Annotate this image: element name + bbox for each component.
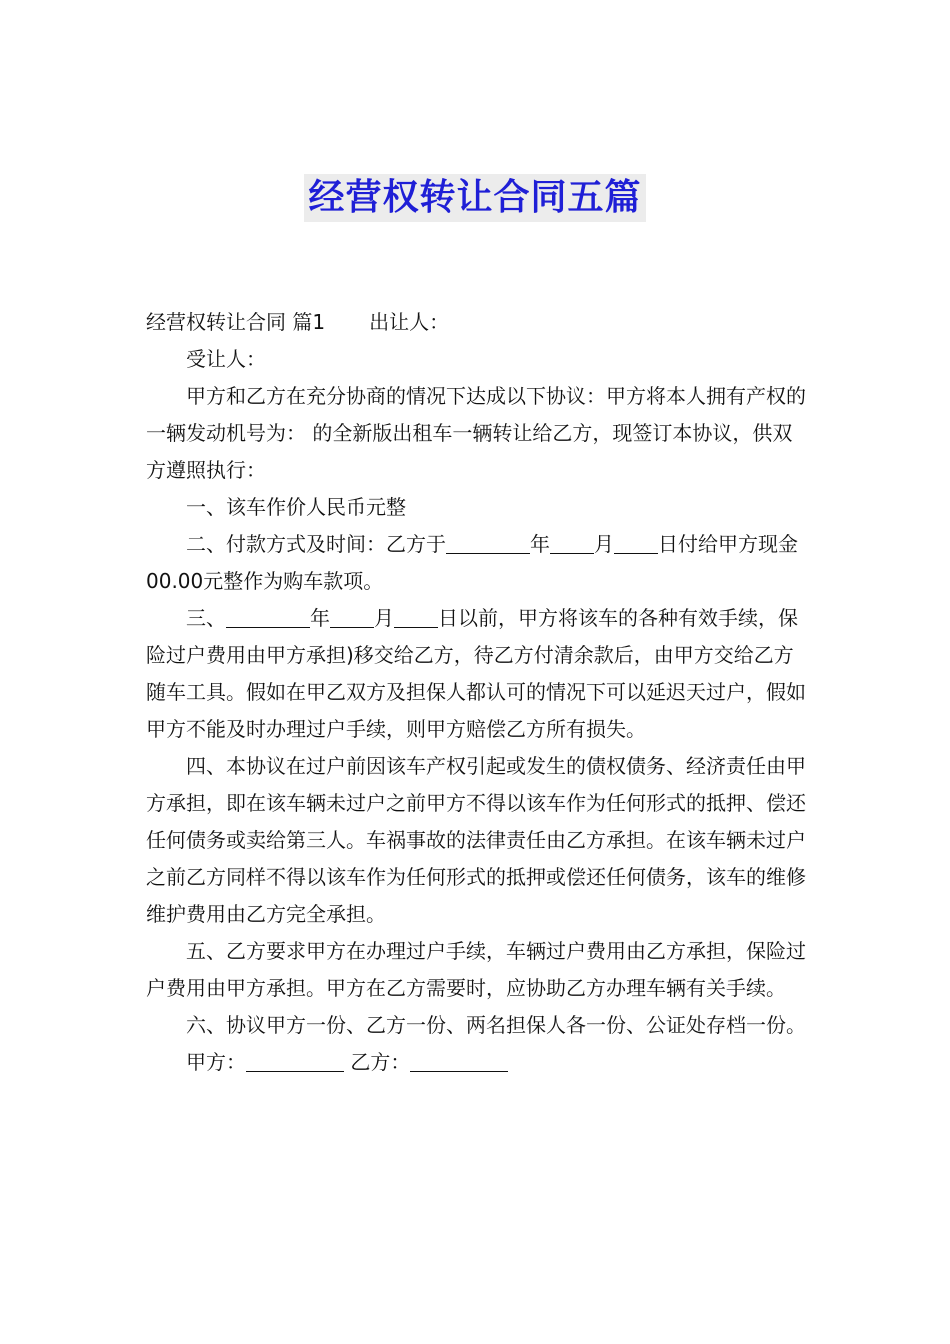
clause-3-text: 三、 [186, 606, 226, 630]
clause-6: 六、协议甲方一份、乙方一份、两名担保人各一份、公证处存档一份。 [186, 1013, 806, 1037]
transferee-label: 受让人： [186, 347, 266, 371]
clause-2 [146, 526, 806, 600]
party-a-label: 甲方： [186, 1050, 246, 1074]
clause-3-rest: 日以前，甲方将该车的各种有效手续，保险过户费用由甲方承担)移交给乙方，待乙方付清余款后，由甲方交给乙方随车工具。假如在甲乙双方及担保人都认可的情况下可以延迟天过户，假如甲方不能及时办理过户手续，则甲方赔偿乙方所有损失。 [146, 606, 806, 741]
month-label: 月 [594, 532, 614, 556]
clause-1: 一、该车作价人民币元整 [186, 495, 406, 519]
document-title-wrapper [0, 174, 950, 222]
year-label: 年 [310, 606, 330, 630]
party-b-label: 乙方： [350, 1050, 411, 1074]
day-blank [394, 603, 438, 628]
document-title: 经营权转让合同五篇 [304, 174, 645, 222]
section-heading-line [146, 304, 806, 341]
party-a-blank [246, 1047, 344, 1072]
signature-line [146, 1044, 806, 1081]
document-body [146, 304, 806, 1081]
section-heading: 经营权转让合同 篇1 [146, 310, 326, 334]
clause-3 [146, 600, 806, 748]
year-label: 年 [530, 532, 550, 556]
month-blank [550, 529, 594, 554]
year-blank [226, 603, 310, 628]
month-blank [330, 603, 374, 628]
clause-2-rest: 日付给甲方现金00.00元整作为购车款项。 [146, 532, 798, 593]
intro-paragraph: 甲方和乙方在充分协商的情况下达成以下协议：甲方将本人拥有产权的一辆发动机号为： 的全新版出租车一辆转让给乙方，现签订本协议，供双方遵照执行： [146, 384, 806, 482]
party-b-blank [410, 1047, 508, 1072]
clause-4: 四、本协议在过户前因该车产权引起或发生的债权债务、经济责任由甲方承担，即在该车辆未过户之前甲方不得以该车作为任何形式的抵押、偿还任何债务或卖给第三人。车祸事故的法律责任由乙方承担。在该车辆未过户之前乙方同样不得以该车作为任何形式的抵押或偿还任何债务，该车的维修维护费用由乙方完全承担。 [146, 754, 806, 926]
day-blank [614, 529, 658, 554]
transferor-label: 出让人： [369, 310, 450, 334]
year-blank [446, 529, 530, 554]
clause-5: 五、乙方要求甲方在办理过户手续，车辆过户费用由乙方承担，保险过户费用由甲方承担。甲方在乙方需要时，应协助乙方办理车辆有关手续。 [146, 939, 806, 1000]
clause-2-text: 二、付款方式及时间：乙方于 [186, 532, 446, 556]
month-label: 月 [374, 606, 394, 630]
